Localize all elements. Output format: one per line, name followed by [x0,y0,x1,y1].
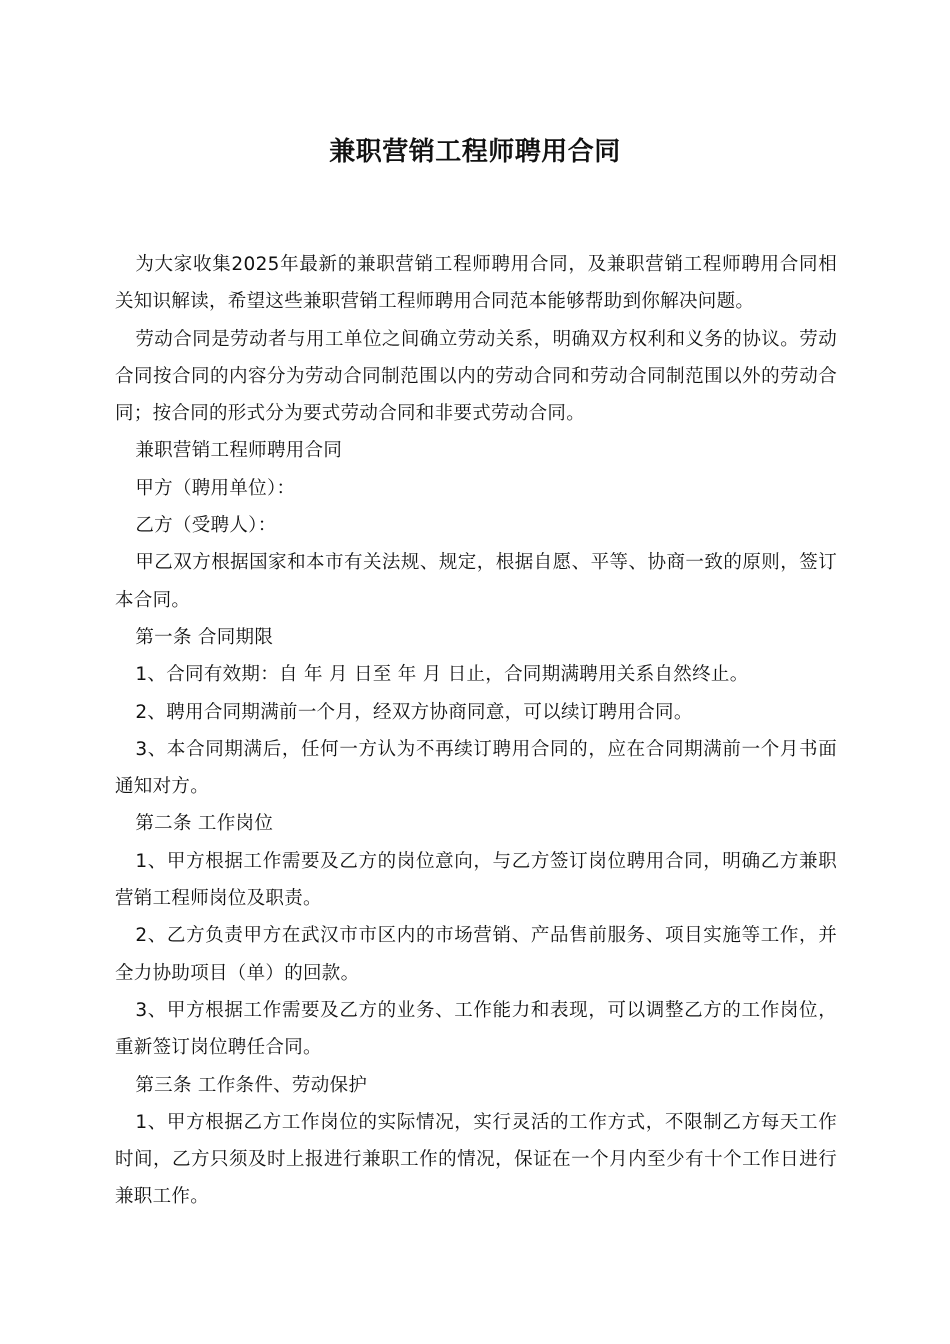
definition-paragraph: 劳动合同是劳动者与用工单位之间确立劳动关系，明确双方权利和义务的协议。劳动合同按合同的内容分为劳动合同制范围以内的劳动合同和劳动合同制范围以外的劳动合同；按合同的形式分为要式劳动合同和非要式劳动合同。 [115,328,837,425]
article-2-heading: 第二条 工作岗位 [135,813,274,835]
article-2-clause-2: 2、乙方负责甲方在武汉市市区内的市场营销、产品售前服务、项目实施等工作，并全力协助项目（单）的回款。 [115,925,837,984]
party-a-line: 甲方（聘用单位）： [135,477,296,499]
document-title: 兼职营销工程师聘用合同 [329,137,621,167]
article-1-clause-3: 3、本合同期满后，任何一方认为不再续订聘用合同的，应在合同期满前一个月书面通知对方。 [115,738,837,798]
contract-heading: 兼职营销工程师聘用合同 [135,440,343,462]
article-1-heading: 第一条 合同期限 [135,626,274,648]
article-2-clause-3: 3、甲方根据工作需要及乙方的业务、工作能力和表现，可以调整乙方的工作岗位，重新签订岗位聘任合同。 [115,999,837,1059]
article-3-clause-1: 1、甲方根据乙方工作岗位的实际情况，实行灵活的工作方式，不限制乙方每天工作时间，乙方只须及时上报进行兼职工作的情况，保证在一个月内至少有十个工作日进行兼职工作。 [115,1111,837,1208]
article-1-clause-2: 2、聘用合同期满前一个月，经双方协商同意，可以续订聘用合同。 [135,701,693,723]
article-1-clause-1: 1、合同有效期：自 年 月 日至 年 月 日止，合同期满聘用关系自然终止。 [135,664,749,686]
intro-paragraph: 为大家收集2025年最新的兼职营销工程师聘用合同，及兼职营销工程师聘用合同相关知识解读，希望这些兼职营销工程师聘用合同范本能够帮助到你解决问题。 [115,254,837,313]
party-b-line: 乙方（受聘人）： [135,515,277,537]
article-3-heading: 第三条 工作条件、劳动保护 [135,1074,368,1096]
article-2-clause-1: 1、甲方根据工作需要及乙方的岗位意向，与乙方签订岗位聘用合同，明确乙方兼职营销工程师岗位及职责。 [115,850,837,910]
preamble-paragraph: 甲乙双方根据国家和本市有关法规、规定，根据自愿、平等、协商一致的原则，签订本合同。 [115,552,837,611]
document-body [115,246,837,1216]
